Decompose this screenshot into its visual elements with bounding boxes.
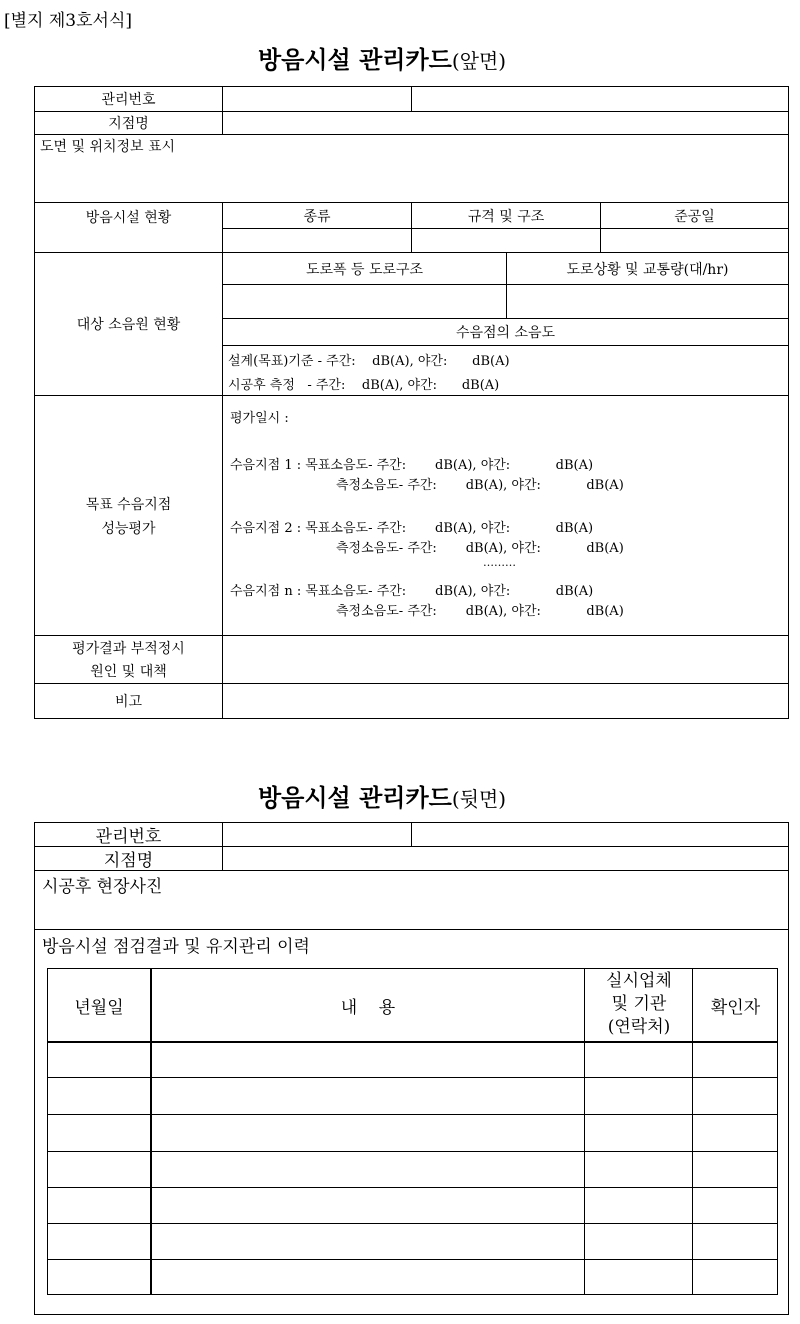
front-site-name-label: 지점명: [34, 111, 223, 135]
form-label: [별지 제3호서식]: [4, 11, 133, 31]
back-history-label: 방음시설 점검결과 및 유지관리 이력: [42, 937, 310, 957]
front-p2-target: 수음지점 2 : 목표소음도- 주간: dB(A), 야간: dB(A): [230, 521, 594, 536]
back-photo-area[interactable]: [34, 870, 789, 930]
front-road-structure-header: 도로폭 등 도로구조: [222, 252, 507, 285]
front-ellipsis: ………: [483, 556, 516, 569]
history-row[interactable]: [47, 1115, 778, 1151]
front-mgmt-no-field[interactable]: [222, 86, 412, 112]
front-unfit-label-2: 원인 및 대책: [90, 664, 167, 680]
history-row[interactable]: [47, 1078, 778, 1114]
back-title-main: 방음시설 관리카드: [258, 783, 452, 812]
front-eval-date: 평가일시 :: [230, 411, 289, 426]
history-row[interactable]: [47, 1260, 778, 1295]
front-p1-target: 수음지점 1 : 목표소음도- 주간: dB(A), 야간: dB(A): [230, 458, 594, 473]
front-map-label: 도면 및 위치정보 표시: [40, 139, 176, 155]
front-facility-status-label: [34, 202, 223, 253]
front-traffic-field[interactable]: [506, 284, 789, 319]
front-remarks-label: 비고: [34, 683, 223, 719]
front-col-completion: 준공일: [600, 202, 789, 229]
front-col-type: 종류: [222, 202, 412, 229]
front-pn-measured: 측정소음도- 주간: dB(A), 야간: dB(A): [336, 604, 624, 619]
front-completion-field[interactable]: [600, 228, 789, 253]
front-title-suffix: (앞면): [451, 49, 507, 73]
front-remarks-field[interactable]: [222, 683, 789, 719]
history-col-company-3: (연락처): [607, 1017, 671, 1037]
front-eval-label-2: 성능평가: [101, 521, 156, 537]
back-photo-label: 시공후 현장사진: [42, 877, 163, 897]
front-measured-line: 시공후 측정 - 주간: dB(A), 야간: dB(A): [228, 378, 500, 393]
front-site-name-field[interactable]: [222, 111, 789, 135]
front-pn-target: 수음지점 n : 목표소음도- 주간: dB(A), 야간: dB(A): [230, 584, 594, 599]
front-unfit-field[interactable]: [222, 635, 789, 684]
history-row[interactable]: [47, 1224, 778, 1259]
history-col-company-1: 실시업체: [606, 971, 672, 991]
back-mgmt-no-field[interactable]: [222, 822, 412, 847]
back-mgmt-no-label: 관리번호: [34, 822, 223, 847]
front-traffic-header: 도로상황 및 교통량(대/hr): [506, 252, 789, 285]
history-row[interactable]: [47, 1152, 778, 1187]
front-unfit-label-1: 평가결과 부적정시: [72, 641, 185, 657]
back-site-name-field[interactable]: [222, 846, 789, 871]
history-row[interactable]: [47, 1188, 778, 1223]
front-type-field[interactable]: [222, 228, 412, 253]
back-title: [258, 778, 506, 813]
front-p2-measured: 측정소음도- 주간: dB(A), 야간: dB(A): [336, 541, 624, 556]
front-eval-label-1: 목표 수음지점: [85, 497, 172, 513]
history-col-content: 내 용: [340, 997, 396, 1018]
front-mgmt-no-label: 관리번호: [34, 86, 223, 112]
front-noise-source-label: 대상 소음원 현황: [34, 252, 223, 396]
history-col-company: [585, 968, 693, 1042]
front-design-line: 설계(목표)기준 - 주간: dB(A), 야간: dB(A): [228, 354, 510, 369]
back-site-name-label: 지점명: [34, 846, 223, 871]
front-col-spec: 규격 및 구조: [411, 202, 601, 229]
history-row[interactable]: [47, 1043, 778, 1077]
front-facility-status-text: 방음시설 현황: [85, 210, 172, 226]
front-p1-measured: 측정소음도- 주간: dB(A), 야간: dB(A): [336, 478, 624, 493]
front-spec-field[interactable]: [411, 228, 601, 253]
front-road-structure-field[interactable]: [222, 284, 507, 319]
history-col-company-2: 및 기관: [611, 994, 667, 1014]
history-col-confirm: 확인자: [710, 997, 761, 1018]
front-eval-label-box: [34, 395, 223, 636]
front-title-main: 방음시설 관리카드: [258, 45, 452, 74]
front-receiver-noise-header: 수음점의 소음도: [222, 318, 789, 346]
history-col-date: 년월일: [74, 997, 124, 1018]
back-title-suffix: (뒷면): [451, 787, 507, 811]
